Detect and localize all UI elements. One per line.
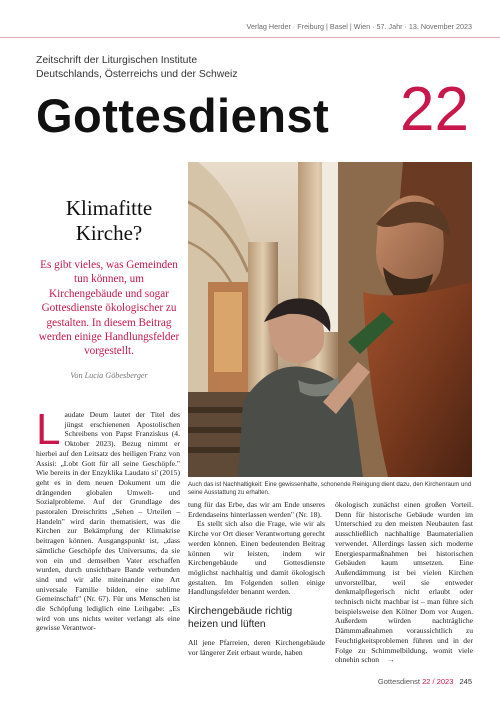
footer-issue: 22 / 2023: [422, 677, 454, 686]
col3-paragraph-1: [335, 500, 473, 665]
col3-text: ökologisch zunächst einen großen Vorteil. Denn für historische Gebäude wurden im Unterschied zu den meisten Neubauten fast ausschließlich nachhaltige Baumaterialien verwendet. Allerdings lassen sich moderne Energiesparmaßnahmen bei historischen Gebäuden kaum umsetzen. Eine Außendämmung ist bei vielen Kirchen unvorstellbar, weil sie entweder denkmalpflegerisch nicht erlaubt oder technisch nicht machbar ist – man führe sich beispielsweise den Kölner Dom vor Augen. Außerdem würden nachträgliche Dämmmaßnahmen voraussichtlich zu Feuchtigkeitsproblemen führen und in der Folge zu Schimmelbildung, womit viele ohnehin schon: [335, 500, 473, 665]
publisher-meta: Verlag Herder · Freiburg | Basel | Wien · 57. Jahr · 13. November 2023: [246, 22, 472, 31]
footer-magazine: Gottesdienst: [377, 677, 421, 686]
subtitle-line-2: Deutschlands, Österreichs und der Schweiz: [36, 69, 238, 80]
page-footer: [378, 677, 472, 686]
body-column-2: [188, 500, 325, 657]
photo-caption: Auch das ist Nachhaltigkeit: Eine gewissenhafte, schonende Reinigung dient dazu, den Kirchenraum und seine Ausstattung zu erhalten.: [188, 481, 472, 497]
journal-title: Gottesdienst: [36, 89, 330, 142]
issue-number: 22: [400, 75, 469, 144]
section-heading: Kirchengebäude richtig heizen und lüften: [188, 606, 293, 630]
col2-paragraph-3: All jene Pfarreien, deren Kirchengebäude vor längerer Zeit erbaut wurde, haben: [188, 638, 325, 657]
body-column-1: [36, 405, 180, 633]
article-title-line-1: Klimafitte: [65, 196, 153, 220]
photo-illustration: [188, 162, 472, 477]
page-number: 245: [459, 677, 472, 686]
article-title: [36, 196, 182, 246]
subtitle-line-1: Zeitschrift der Liturgischen Institute: [36, 55, 198, 66]
article-lead: Es gibt vieles, was Gemeinden tun können, um Kirchengebäude und sogar Gottesdienste ökologischer zu gestalten. In diesem Beitrag werden einige Handlungsfelder vorgestellt.: [38, 259, 180, 358]
col1-paragraph-1: audate Deum lautet der Titel des jüngst erschienenen Apostolischen Schreibens von Papst Franziskus (4. Oktober 2023). Bezug nimmt er hierbei auf den Leitsatz des heiligen Franz von Assisi: „Lobt Gott für all seine Geschöpfe." Wie bereits in der Enzyklika Laudato si' (2015) geht es in dem neuen Dokument um die drängenden globalen Umwelt- und Sozialprobleme. Auf der Grundlage des pastoralen Dreischritts „Sehen – Urteilen – Handeln" wird darin thematisiert, was die Kirchen zur Bekämpfung der Klimakrise beitragen können. Ausgangspunkt ist, „dass sämtliche Geschöpfe des Universums, da sie von ein und demselben Vater erschaffen wurden, durch unsichtbare Bande verbunden sind und wir alle miteinander eine Art universale Familie bilden, eine sublime Gemeinschaft" (Nr. 67). Für uns Menschen ist die Schöpfung lediglich eine Leihgabe: „Es wird von uns nichts weiter verlangt als eine gewisse Verantwor-: [36, 410, 180, 633]
col2-paragraph-2: Es stellt sich also die Frage, wie wir als Kirche vor Ort dieser Verantwortung gerecht werden können. Einen bedeutenden Beitrag können wir leisten, indem wir Kirchengebäude und Gottesdienste möglichst nachhaltig und damit ökologisch gestalten. Im Folgenden sollen einige Handlungsfelder benannt werden.: [188, 519, 325, 597]
continue-arrow-icon: →: [387, 655, 395, 665]
header-rule: [0, 37, 500, 38]
journal-subtitle: [36, 54, 238, 82]
church-cleaning-photo: [188, 162, 472, 477]
col2-paragraph-1: tung für das Erbe, das wir am Ende unseres Erdendaseins hinterlassen werden" (Nr. 18).: [188, 500, 325, 519]
article-intro: [36, 196, 182, 380]
body-column-3: [335, 500, 473, 665]
article-author: Von Lucia Göbesberger: [70, 370, 148, 380]
drop-cap: L: [36, 405, 61, 454]
article-title-line-2: Kirche?: [75, 221, 143, 245]
